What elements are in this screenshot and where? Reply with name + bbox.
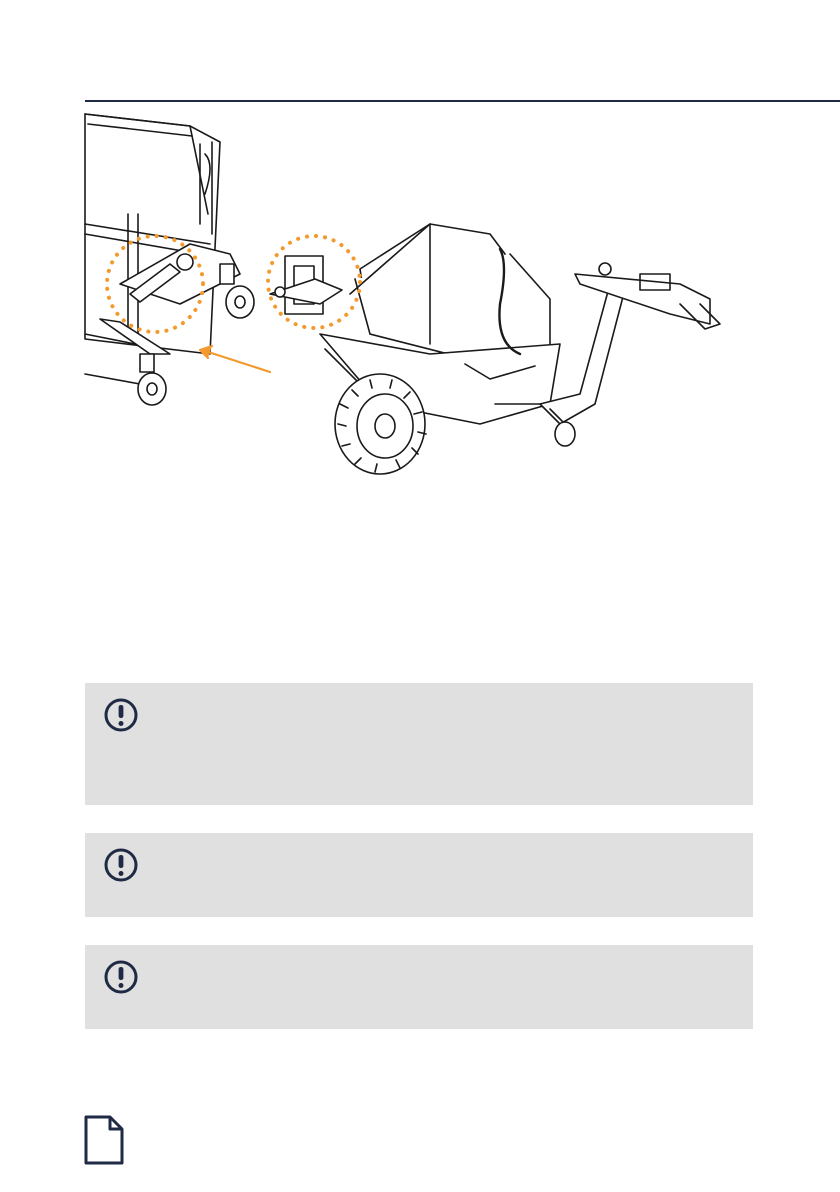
warning-notice-2 (85, 833, 753, 917)
tug-coupling-illustration (80, 104, 840, 484)
exclamation-circle-icon (103, 847, 139, 883)
page-icon (84, 1115, 124, 1165)
exclamation-circle-icon (103, 697, 139, 733)
tug-body (270, 224, 720, 474)
warning-notice-1 (85, 683, 753, 805)
direction-arrow (200, 346, 270, 372)
header-rule (85, 100, 840, 102)
exclamation-circle-icon (103, 959, 139, 995)
cart-frame (85, 114, 254, 405)
warning-notice-3 (85, 945, 753, 1029)
